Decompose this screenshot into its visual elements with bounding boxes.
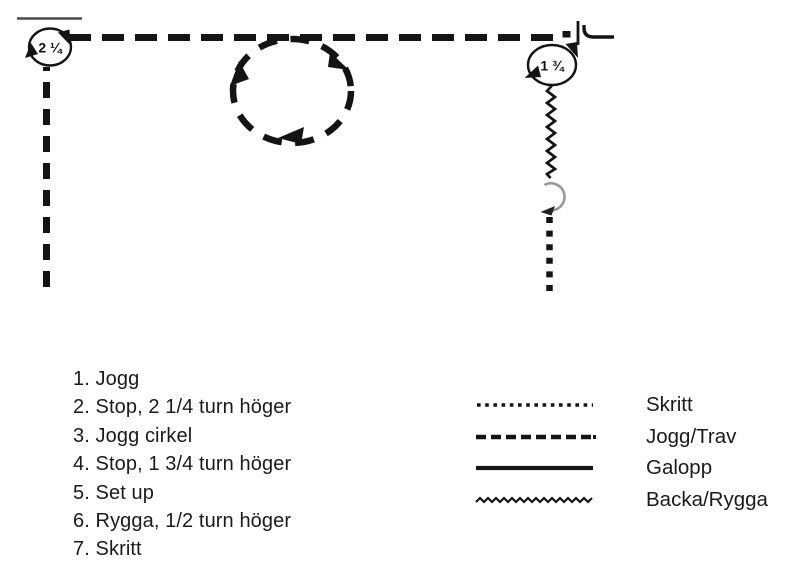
pattern-step: 4. Stop, 1 3/4 turn höger <box>73 453 292 476</box>
half-turn-arrow-icon <box>541 206 556 216</box>
solid-line-icon <box>474 462 596 474</box>
dashed-line-icon <box>474 431 596 443</box>
legend-row-galopp <box>474 452 768 484</box>
legend-label: Galopp <box>646 456 713 480</box>
pattern-step: 2. Stop, 2 1/4 turn höger <box>73 396 292 419</box>
legend <box>474 389 768 516</box>
dotted-line-icon <box>474 399 596 411</box>
legend-row-jogg-trav <box>474 421 768 453</box>
pattern-step: 3. Jogg cirkel <box>73 424 193 447</box>
pattern-steps-list <box>73 365 291 564</box>
jog-circle-arrow-icon <box>230 61 249 86</box>
jog-path-end-dot <box>563 31 571 38</box>
jog-circle-arrow-icon <box>278 127 304 144</box>
back-zigzag-path <box>547 86 555 179</box>
legend-row-skritt <box>474 389 768 421</box>
end-hook-mark <box>584 25 614 37</box>
legend-label: Jogg/Trav <box>646 424 737 448</box>
pattern-step: 6. Rygga, 1/2 turn höger <box>73 510 292 533</box>
jog-circle <box>233 39 351 143</box>
pattern-step: 5. Set up <box>73 481 154 504</box>
pattern-step: 1. Jogg <box>73 368 140 390</box>
pattern-step: 7. Skritt <box>73 538 142 561</box>
legend-label: Skritt <box>646 392 693 416</box>
legend-label: Backa/Rygga <box>646 487 768 511</box>
spin-label-left: 2 ¼ <box>38 39 62 56</box>
spin-label-right: 1 ¾ <box>540 57 564 74</box>
zigzag-line-icon <box>474 494 596 506</box>
legend-row-backa-rygga <box>474 484 768 516</box>
